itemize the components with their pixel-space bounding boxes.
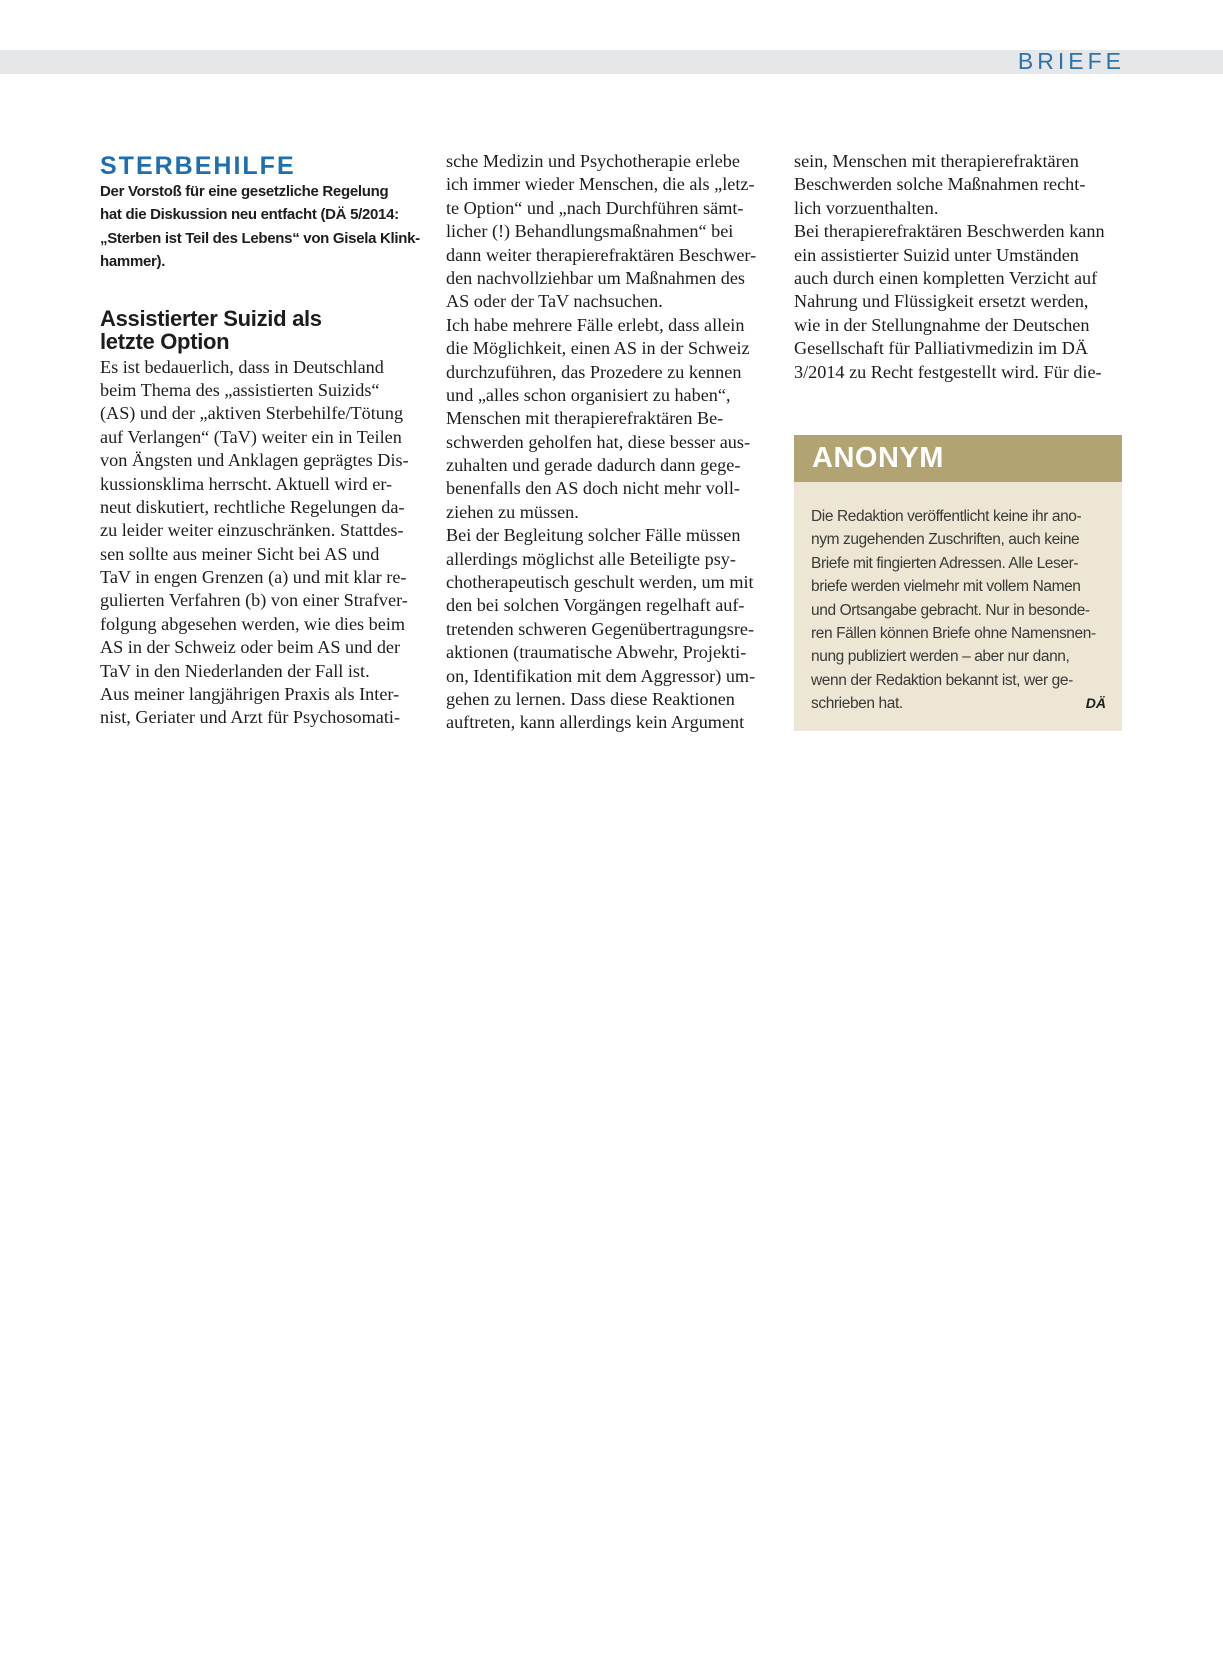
text-line: wenn der Redaktion bekannt ist, wer ge- — [811, 671, 1073, 689]
article-intro — [100, 180, 425, 274]
text-line: allerdings möglichst alle Beteiligte psy- — [446, 548, 736, 569]
text-line: hat die Diskussion neu entfacht (DÄ 5/2014: — [100, 206, 399, 224]
text-line: 3/2014 zu Recht festgestellt wird. Für die- — [794, 361, 1102, 382]
text-line: gehen zu lernen. Dass diese Reaktionen — [446, 688, 735, 709]
infobox-body — [794, 482, 1122, 716]
text-line: Bei therapierefraktären Beschwerden kann — [794, 221, 1105, 242]
column-3 — [794, 150, 1119, 384]
text-line: Briefe mit fingierten Adressen. Alle Leser- — [811, 554, 1079, 572]
text-line: folgung abgesehen werden, wie dies beim — [100, 613, 406, 634]
infobox-title: ANONYM — [794, 435, 1122, 482]
text-line: letzte Option — [100, 329, 230, 355]
text-line: Menschen mit therapierefraktären Be- — [446, 408, 724, 429]
text-line: on, Identifikation mit dem Aggressor) um- — [446, 665, 756, 686]
text-line: aktionen (traumatische Abwehr, Projekti- — [446, 642, 747, 663]
text-line: beim Thema des „assistierten Suizids“ — [100, 379, 380, 400]
text-line: Die Redaktion veröffentlicht keine ihr ano- — [811, 508, 1082, 525]
text-line: gulierten Verfahren (b) von einer Strafver- — [100, 590, 408, 611]
text-line: dann weiter therapierefraktären Beschwer- — [446, 244, 757, 265]
infobox-text — [811, 505, 1105, 716]
text-line: wie in der Stellungnahme der Deutschen — [794, 314, 1090, 335]
text-line: Assistierter Suizid als — [100, 305, 322, 331]
text-line: AS oder der TaV nachsuchen. — [446, 291, 663, 312]
column-2 — [446, 150, 771, 735]
text-line: licher (!) Behandlungsmaßnahmen“ bei — [446, 221, 734, 242]
article-body-column-1 — [100, 356, 425, 730]
text-line: sche Medizin und Psychotherapie erlebe — [446, 151, 740, 171]
text-line: Es ist bedauerlich, dass in Deutschland — [100, 356, 384, 377]
text-line: auf Verlangen“ (TaV) weiter ein in Teilen — [100, 426, 402, 447]
text-line: auftreten, kann allerdings kein Argument — [446, 712, 745, 733]
text-line: benenfalls den AS doch nicht mehr voll- — [446, 478, 740, 499]
text-line: Aus meiner langjährigen Praxis als Inter- — [100, 684, 400, 705]
text-line: zu leider weiter einzuschränken. Stattdes- — [100, 520, 404, 541]
text-line: die Möglichkeit, einen AS in der Schweiz — [446, 338, 750, 359]
article-kicker: STERBEHILFE — [100, 152, 296, 180]
text-line: (AS) und der „aktiven Sterbehilfe/Tötung — [100, 403, 404, 424]
article-headline — [100, 307, 425, 354]
text-line: ich immer wieder Menschen, die als „letz- — [446, 174, 755, 195]
text-line: durchzuführen, das Prozedere zu kennen — [446, 361, 742, 382]
text-line: chotherapeutisch geschult werden, um mit — [446, 572, 754, 593]
text-line: Ich habe mehrere Fälle erlebt, dass allein — [446, 314, 745, 335]
text-line: lich vorzuenthalten. — [794, 197, 939, 218]
text-line: „Sterben ist Teil des Lebens“ von Gisela Klink- — [100, 229, 420, 247]
text-line: te Option“ und „nach Durchführen sämt- — [446, 197, 744, 218]
text-line: den nachvollziehbar um Maßnahmen des — [446, 267, 745, 288]
text-line: hammer). — [100, 253, 166, 271]
text-line: Beschwerden solche Maßnahmen recht- — [794, 174, 1086, 195]
text-line: ziehen zu müssen. — [446, 501, 579, 522]
text-line: nist, Geriater und Arzt für Psychosomati- — [100, 707, 401, 728]
text-line: Der Vorstoß für eine gesetzliche Regelung — [100, 183, 389, 200]
text-line: Bei der Begleitung solcher Fälle müssen — [446, 525, 741, 546]
text-line: den bei solchen Vorgängen regelhaft auf- — [446, 595, 745, 616]
text-line: neut diskutiert, rechtliche Regelungen da- — [100, 496, 405, 517]
infobox-signature: DÄ — [1085, 695, 1106, 712]
text-line: und Ortsangabe gebracht. Nur in besonde- — [811, 601, 1090, 619]
anonym-infobox — [794, 435, 1122, 731]
text-line: nym zugehenden Zuschriften, auch keine — [811, 531, 1080, 549]
text-line: ren Fällen können Briefe ohne Namensnen- — [811, 624, 1096, 642]
text-line: briefe werden vielmehr mit vollem Namen — [811, 578, 1081, 596]
column-1 — [100, 150, 425, 730]
section-label: BRIEFE — [1017, 48, 1125, 74]
text-line: Gesellschaft für Palliativmedizin im DÄ — [794, 338, 1088, 359]
article-body-column-3 — [794, 150, 1119, 384]
text-line: TaV in engen Grenzen (a) und mit klar re- — [100, 567, 407, 588]
text-line: ein assistierter Suizid unter Umständen — [794, 244, 1079, 265]
text-line: tretenden schweren Gegenübertragungsre- — [446, 618, 755, 639]
text-line: kussionsklima herrscht. Aktuell wird er- — [100, 473, 393, 494]
text-line: TaV in den Niederlanden der Fall ist. — [100, 660, 370, 681]
text-line: und „alles schon organisiert zu haben“, — [446, 384, 731, 405]
text-line: schwerden geholfen hat, diese besser aus- — [446, 431, 751, 452]
text-line: sein, Menschen mit therapierefraktären — [794, 151, 1079, 171]
text-line: von Ängsten und Anklagen geprägtes Dis- — [100, 450, 409, 471]
text-line: AS in der Schweiz oder beim AS und der — [100, 637, 401, 658]
text-line: auch durch einen kompletten Verzicht auf — [794, 267, 1098, 288]
article-body-column-2 — [446, 150, 771, 735]
text-line: Nahrung und Flüssigkeit ersetzt werden, — [794, 291, 1089, 312]
text-line: sen sollte aus meiner Sicht bei AS und — [100, 543, 380, 564]
text-line: zuhalten und gerade dadurch dann gege- — [446, 455, 741, 476]
text-line: nung publiziert werden – aber nur dann, — [811, 648, 1070, 666]
text-line: schrieben hat. — [811, 695, 903, 713]
